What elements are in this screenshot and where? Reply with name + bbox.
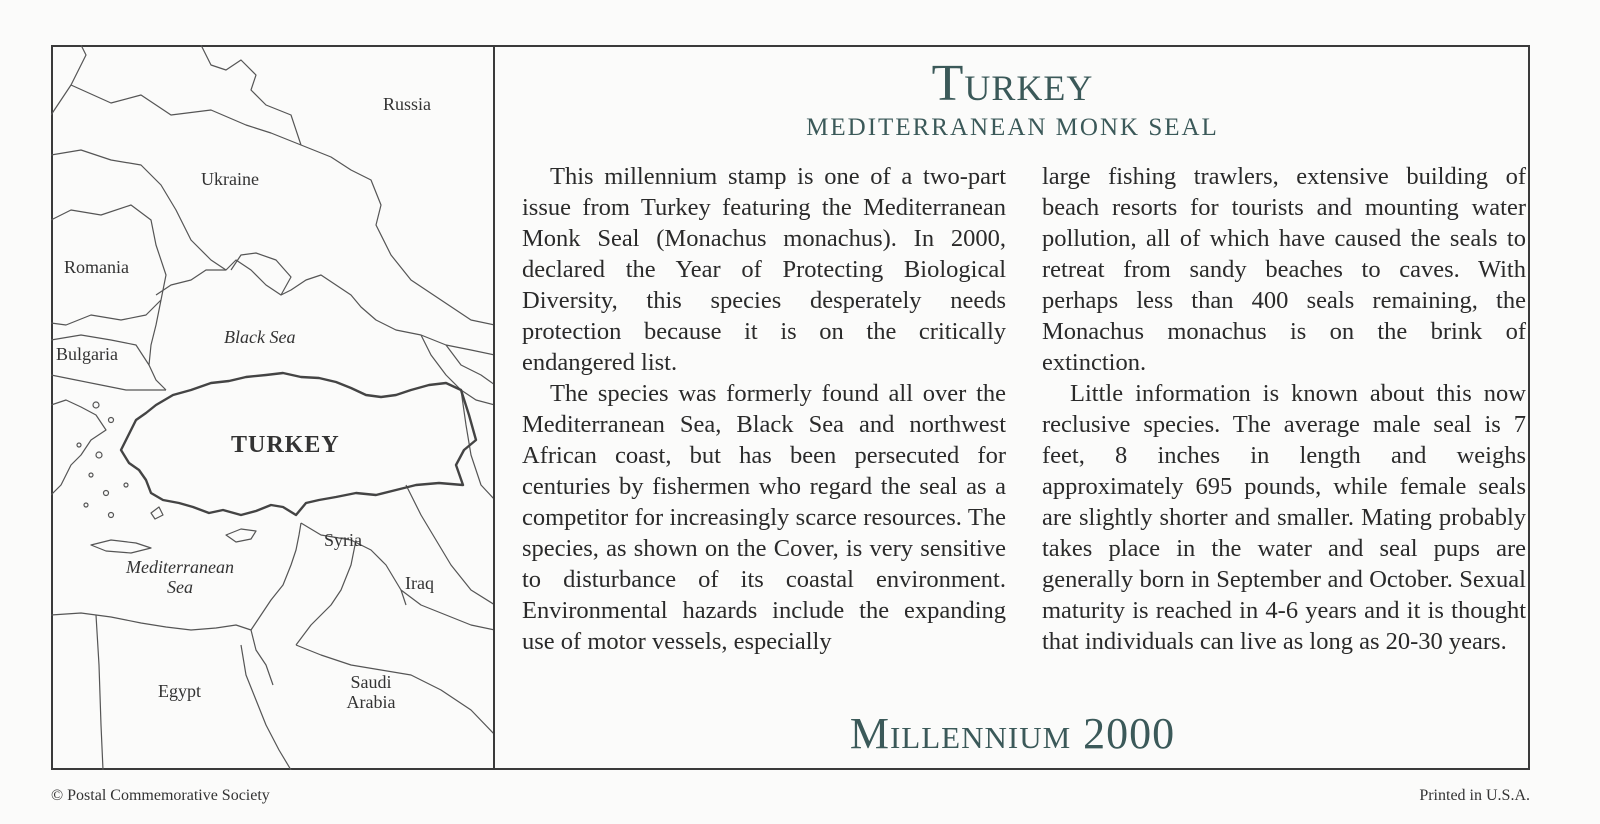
island [96, 452, 102, 458]
map-label-saudi-line2: Arabia [346, 691, 396, 712]
coast-north-africa [51, 613, 251, 630]
border-north-west [51, 45, 86, 115]
border-russia-ukraine [71, 85, 495, 325]
map-label-bulgaria: Bulgaria [56, 344, 118, 364]
map-label-ukraine: Ukraine [201, 169, 259, 189]
island [109, 418, 114, 423]
map-label-saudi-line1: Saudi [350, 672, 392, 692]
text-column-right [1042, 161, 1526, 657]
border-caucasus [421, 335, 495, 405]
coast-crimea [231, 253, 291, 295]
map-label-egypt: Egypt [158, 681, 201, 701]
map-label-saudi-arabia [331, 673, 411, 713]
island [124, 483, 128, 487]
border-syria-iraq [296, 540, 356, 645]
map-label-mediterranean-line1: Mediterranean [126, 557, 234, 577]
island-rhodes [151, 507, 163, 519]
region-map [51, 45, 495, 770]
border-greece-bulgaria [51, 375, 166, 390]
coast-gulf-suez [251, 630, 273, 685]
map-label-turkey: TURKEY [231, 432, 340, 458]
page-subtitle: MEDITERRANEAN MONK SEAL [806, 114, 1219, 141]
map-label-syria: Syria [324, 530, 362, 550]
island [104, 491, 109, 496]
island [109, 513, 114, 518]
paragraph: Little information is known about this now reclusive species. The average male seal is 7 feet, 8 inches in length and weighs approximately 695 pounds, while female seals are slightly shorter and smaller. Mating probably takes place in the water and seal pups are generally born in September and October. Sexual maturity is reached in 4-6 years and it is thought that individuals can live as long as 20-30 years. [1042, 380, 1526, 655]
island-crete [91, 540, 151, 553]
map-label-black-sea: Black Sea [224, 327, 296, 347]
printed-notice: Printed in U.S.A. [1419, 787, 1530, 804]
coast-black-sea-west [149, 300, 166, 390]
millennium-title: Millennium 2000 [849, 709, 1176, 758]
map-label-russia: Russia [383, 94, 432, 114]
island [89, 473, 93, 477]
island-cyprus [226, 529, 256, 542]
map-label-romania: Romania [64, 257, 129, 277]
map-label-mediterranean-sea [115, 558, 245, 598]
map-panel [51, 45, 495, 770]
border-egypt-libya [96, 615, 103, 770]
text-column-left [522, 161, 1006, 657]
border-caucasus-2 [446, 345, 495, 385]
border-north [201, 45, 301, 145]
paragraph: The species was formerly found all over the Mediterranean Sea, Black Sea and northwest African coast, but has been persecuted for centuries by fishermen who regard the seal as a competitor for increasingly scarce resources. The species, as shown on the Cover, is very sensitive to disturbance of its coastal environment. Environmental hazards include the expanding use of motor vessels, especially [522, 380, 1006, 655]
copyright-notice: © Postal Commemorative Society [51, 787, 270, 804]
island [93, 402, 99, 408]
paragraph: large fishing trawlers, extensive building of beach resorts for tourists and mounting water pollution, all of which have caused the seals to retreat from sandy beaches to caves. With perhaps less than 400 seals remaining, the Monachus monachus is on the brink of extinction. [1042, 163, 1526, 376]
island [84, 503, 88, 507]
coast-red-sea [241, 645, 291, 770]
island [77, 443, 81, 447]
coast-black-sea-north [156, 260, 495, 355]
map-label-iraq: Iraq [405, 573, 434, 593]
coast-levant [251, 523, 301, 630]
paragraph: This millennium stamp is one of a two-part issue from Turkey featuring the Mediterranean Monk Seal (Monachus monachus). In 2000, declared the Year of Protecting Biological Diversity, this species desperately needs protection because it is on the critically endangered list. [522, 163, 1006, 376]
page-title: Turkey [931, 55, 1094, 112]
map-label-mediterranean-line2: Sea [167, 576, 193, 597]
